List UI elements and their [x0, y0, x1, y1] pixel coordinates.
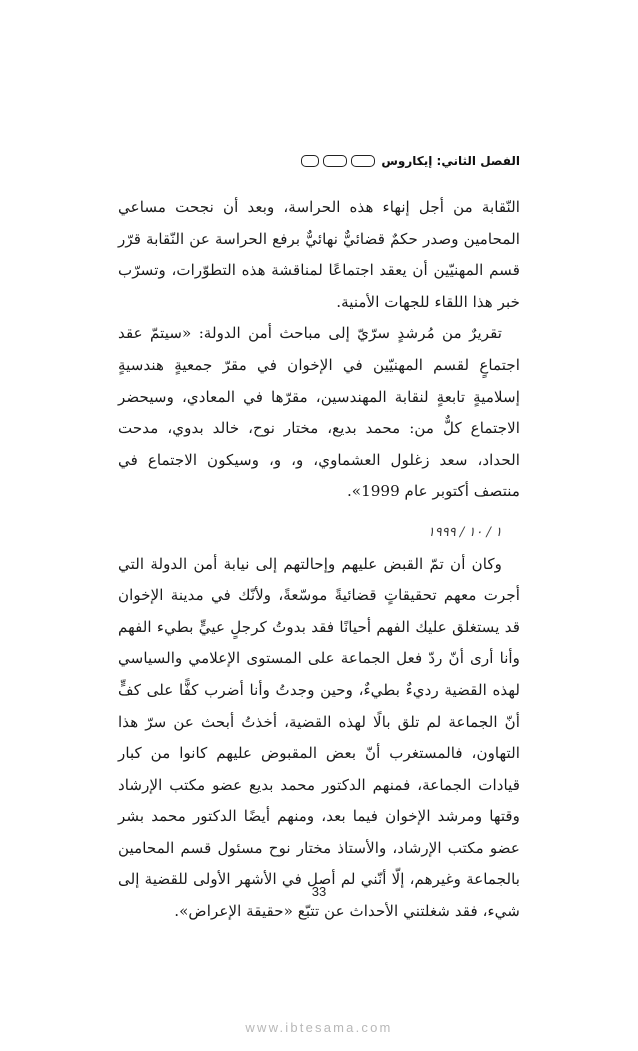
handwritten-note-line — [118, 516, 520, 549]
running-head — [118, 150, 520, 172]
handwritten-note: ١ / ١٠ / ١٩٩٩ — [427, 524, 502, 540]
paragraph-1: النّقابة من أجل إنهاء هذه الحراسة، وبعد أن نجحت مساعي المحامين وصدر حكمٌ قضائيٌّ نهائيٌّ برفع الحراسة عن النّقابة قرّر قسم المهنيّين أن يعقد اجتماعًا لمناقشة هذه التطوّرات، وتسرّب خبر هذا اللقاء للجهات الأمنية. — [118, 198, 520, 311]
chapter-title: الفصل الثاني: إيكاروس — [381, 154, 520, 168]
page-body — [118, 192, 520, 928]
paragraph-3: وكان أن تمّ القبض عليهم وإحالتهم إلى نيابة أمن الدولة التي أجرت معهم تحقيقاتٍ قضائيةً موسّعةً، ولأنّك في مدينة الإخوان قد يستغلق عليك الفهم أحيانًا فقد بدوتُ كرجلٍ عييٍّ بطيء الفهم وأنا أرى أنّ ردّ فعل الجماعة على المستوى الإعلامي والسياسي لهذه القضية رديءٌ بطيءٌ، وحين وجدتُ وأنا أضرب كفًّا على كفٍّ أنّ الجماعة لم تلق بالًا لهذه القضية، أخذتُ أبحث عن سرّ هذا التهاون، فالمستغرب أنّ بعض المقبوض عليهم كانوا من كبار قيادات الجماعة، فمنهم الدكتور محمد بديع عضو مكتب الإرشاد وقتها ومرشد الإخوان فيما بعد، ومنهم أيضًا الدكتور محمد بشر عضو مكتب الإرشاد، والأستاذ مختار نوح مسئول قسم المحامين بالجماعة وغيرهم، إلّا أنّني لم أصل في الأشهر الأولى للقضية إلى شيء، فقد شغلتني الأحداث عن تتبّع «حقيقة الإعراض». — [118, 554, 520, 921]
watermark: www.ibtesama.com — [245, 1020, 393, 1035]
page-number: 33 — [311, 884, 327, 899]
paragraph-2: تقريرٌ من مُرشدٍ سرّيّ إلى مباحث أمن الدولة: «سيتمّ عقد اجتماعٍ لقسم المهنيّين في الإخوان في مقرّ جمعيةٍ هندسيةٍ إسلاميةٍ تابعةٍ لنقابة المهندسين، مقرّها في المعادي، وسيحضر الاجتماع كلٌّ من: محمد بديع، مختار نوح، خالد بدوي، مدحت الحداد، سعد زغلول العشماوي، و، و، وسيكون الاجتماع في منتصف أكتوبر عام 1999». — [118, 324, 520, 501]
ornament-icon — [301, 155, 375, 167]
